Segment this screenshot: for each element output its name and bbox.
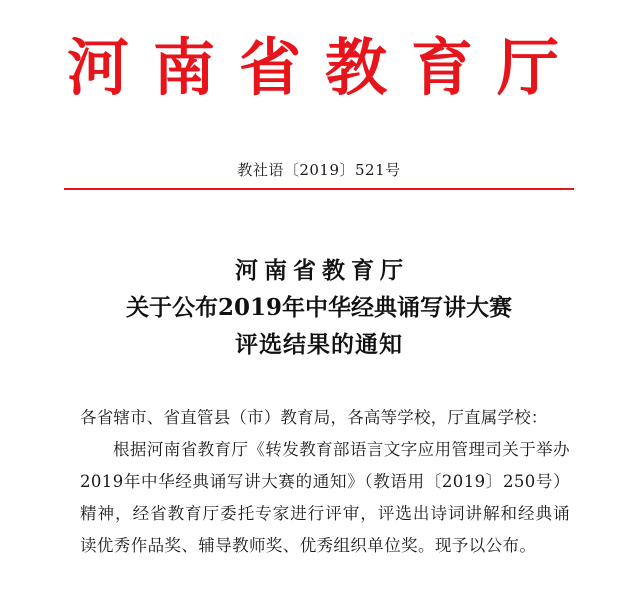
title-line-organization: 河南省教育厅 xyxy=(235,257,409,284)
document-number: 教社语〔2019〕521号 xyxy=(237,161,401,179)
body-paragraph: 根据河南省教育厅《转发教育部语言文字应用管理司关于举办2019年中华经典诵写讲大赛的通知》（教语用〔2019〕250号）精神，经省教育厅委托专家进行评审，评选出诗词讲解和经典诵读优秀作品奖、辅导教师奖、优秀组织单位奖。现予以公布。 xyxy=(80,440,570,555)
issuing-organization-header: 河南省教育厅 xyxy=(66,31,583,104)
title-line-subject: 关于公布2019年中华经典诵写讲大赛 xyxy=(125,294,512,321)
document-title xyxy=(0,252,638,363)
title-line-subject-end: 评选结果的通知 xyxy=(235,331,403,358)
document-body xyxy=(80,402,570,562)
red-separator-line xyxy=(64,188,574,190)
salutation: 各省辖市、省直管县（市）教育局，各高等学校，厅直属学校： xyxy=(80,408,548,427)
